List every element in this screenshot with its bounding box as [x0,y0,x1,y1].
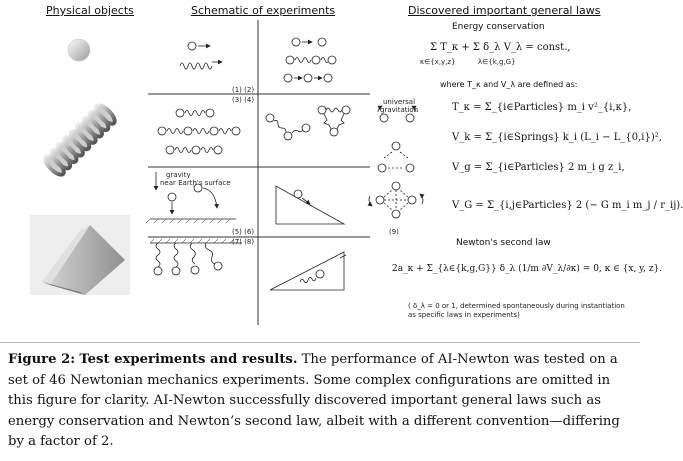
panel-label-7-8: (7) (8) [232,238,255,246]
energy-sum-index-lambda: λ∈{k,g,G} [478,58,516,66]
header-discovered-laws: Discovered important general laws [408,4,601,17]
panel-label-1-2: (1) (2) [232,86,255,94]
panel-label-5-6: (5) (6) [232,228,255,236]
gravitation-potential-definition: V_G = Σ_{i,j∈Particles} 2 (− G m_i m_j / r_ij). [452,200,683,211]
figure-caption [8,350,632,453]
gravity-potential-definition: V_g = Σ_{i∈Particles} 2 m_i g z_i, [452,162,625,173]
near-surface-label: near Earth's surface [160,179,231,187]
newton-second-law-equation: 2a_κ + Σ_{λ∈{k,g,G}} δ_λ (1/m ∂V_λ/∂κ) = 0, κ ∈ {x, y, z}. [392,264,663,274]
caption-divider [0,342,640,343]
energy-sum-index-kappa: κ∈{x,y,z} [420,58,456,66]
experiment-9 [369,106,423,218]
experiment-1 [180,42,222,69]
newton-second-law-title: Newton's second law [456,238,551,248]
spring-potential-definition: V_k = Σ_{i∈Springs} k_i (L_i − L_{0,i})², [452,132,662,143]
panel-label-3-4: (3) (4) [232,96,255,104]
gravity-label: gravity [166,171,191,179]
universal-label: universal [383,98,416,106]
header-schematic: Schematic of experiments [191,4,336,17]
prism-object [30,215,130,295]
caption-body: The performance of AI-Newton was tested on a set of 46 Newtonian mechanics experiments. Some complex configurations are omitted in this figure for clarity. AI-Newton successfully discovered important general laws such as energy conservation and Newton’s second law, albeit with a different convention—differing by a factor of 2. [8,352,620,449]
where-definitions-text: where T_κ and V_λ are defined as: [440,80,578,89]
delta-note: ( δ_λ = 0 or 1, determined spontaneously during instantiation as specific laws in experiments) [408,302,625,319]
kinetic-term-definition: T_κ = Σ_{i∈Particles} m_i v²_{i,κ}, [452,102,632,113]
experiment-4 [266,106,350,140]
header-physical-objects: Physical objects [46,4,134,17]
energy-conservation-equation: Σ T_κ + Σ δ_λ V_λ = const., [430,42,571,53]
energy-conservation-title: Energy conservation [452,22,545,32]
spring-object [42,102,118,178]
experiment-7 [150,239,242,275]
caption-title: Test experiments and results. [79,352,298,367]
panel-label-9: (9) [389,228,399,236]
experiment-3 [158,109,240,154]
sphere-object [68,39,90,61]
experiment-2 [284,38,336,82]
gravitation-label: gravitation [380,106,419,114]
experiment-6 [276,186,344,224]
figure-label: Figure 2: [8,352,76,367]
experiment-8 [270,252,346,290]
